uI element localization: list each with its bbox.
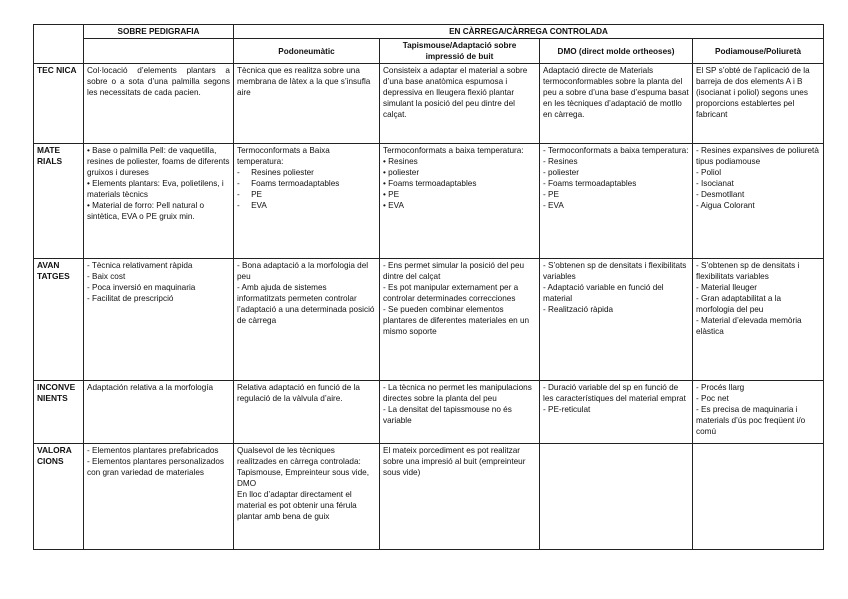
list-item: - Tècnica relativament ràpida: [87, 261, 193, 270]
header-en-carrega: EN CÀRREGA/CÀRREGA CONTROLADA: [234, 25, 824, 39]
cell-valoracions-sobre: [84, 444, 234, 550]
list-item: - Foams termoadaptables: [543, 179, 637, 188]
header-sobre-blank: [84, 39, 234, 64]
row-label-avantatges: AVAN TATGES: [34, 259, 84, 381]
cell-inconvenients-tapismouse: [380, 381, 540, 444]
cell-avantatges-podiamouse: [693, 259, 824, 381]
list-item: - Es precisa de maquinaria i materials d’ús poc freqüent i/o comú: [696, 405, 808, 436]
cell-valoracions-podoneumatic: [234, 444, 380, 550]
list-item: • PE: [383, 190, 400, 199]
list-item: • poliester: [383, 168, 420, 177]
cell-avantatges-tapismouse: [380, 259, 540, 381]
list-item: - S’obtenen sp de densitats i flexibilitats variables: [543, 261, 689, 281]
row-inconvenients: [34, 381, 824, 444]
list-item: • Material de forro: Pell natural o sintètica, EVA o PE gruix min.: [87, 201, 207, 221]
list-item: • Resines: [383, 157, 418, 166]
list-item: - Amb ajuda de sistemes informatitzats permeten controlar l’adaptació a una determinada posició de càrrega: [237, 283, 377, 325]
row-label-inconvenients: INCONVE NIENTS: [34, 381, 84, 444]
cell-avantatges-podoneumatic: [234, 259, 380, 381]
row-materials: [34, 144, 824, 259]
list-item: - La densitat del tapissmouse no és variable: [383, 405, 515, 425]
list-item: Termoconformats a baixa temperatura:: [383, 146, 524, 155]
list-item: - Gran adaptabilitat a la morfologia del peu: [696, 294, 784, 314]
list-item: - Desmotllant: [696, 190, 745, 199]
cell-inconvenients-podoneumatic: [234, 381, 380, 444]
list-item: - Ens permet simular la posició del peu dintre del calçat: [383, 261, 527, 281]
header-row-1: [34, 25, 824, 39]
list-item: - Bona adaptació a la morfologia del peu: [237, 261, 371, 281]
list-item: - EVA: [237, 201, 267, 210]
list-item: - poliester: [543, 168, 579, 177]
cell-materials-tapismouse: [380, 144, 540, 259]
list-item: - Facilitat de prescripció: [87, 294, 174, 303]
list-item: - Es pot manipular externament per a controlar determinades correcciones: [383, 283, 521, 303]
list-item: - Duració variable del sp en funció de les característiques del material emprat: [543, 383, 686, 403]
list-item: Termoconformats a Baixa temperatura:: [237, 146, 333, 166]
list-item: - Poliol: [696, 168, 722, 177]
row-avantatges: [34, 259, 824, 381]
list-item: - S’obtenen sp de densitats i flexibilitats variables: [696, 261, 802, 281]
list-item: En lloc d’adaptar directament el material es pot obtenir una férula plantar amb bena de guix: [237, 490, 359, 521]
cell-tecnica-dmo: Adaptació directe de Materials termoconformables sobre la planta del peu a sobre d’una base d’espuma basat en les tècniques d’adaptació de motllo en càrrega.: [540, 64, 693, 144]
list-item: - Adaptació variable en funció del material: [543, 283, 666, 303]
row-label-tecnica: TEC NICA: [34, 64, 84, 144]
comparison-table: [33, 24, 824, 550]
header-podiamouse: Podiamouse/Poliuretà: [693, 39, 824, 64]
list-item: - Foams termoadaptables: [237, 179, 340, 188]
list-item: • Elements plantars: Eva, polietilens, i materials tècnics: [87, 179, 226, 199]
list-item: - Aigua Colorant: [696, 201, 755, 210]
list-item: - Resines: [543, 157, 578, 166]
list-item: - La tècnica no permet les manipulacions directes sobre la planta del peu: [383, 383, 535, 403]
list-item: - Se pueden combinar elementos plantares de diferentes materiales en un mismo soporte: [383, 305, 532, 336]
list-item: - Poca inversió en maquinaria: [87, 283, 196, 292]
header-row-2: [34, 39, 824, 64]
list-item: - EVA: [543, 201, 564, 210]
list-item: - Poc net: [696, 394, 729, 403]
cell-materials-dmo: [540, 144, 693, 259]
list-item: Relativa adaptació en funció de la regulació de la vàlvula d’aire.: [237, 383, 363, 403]
list-item: - PE-reticulat: [543, 405, 591, 414]
cell-tecnica-podoneumatic: Tècnica que es realitza sobre una membrana de làtex a la que s’insufla aire: [234, 64, 380, 144]
cell-tecnica-sobre: Col·locació d’elements plantars a sobre o a sota d’una palmilla segons les necessitats de cada pacien.: [84, 64, 234, 144]
cell-inconvenients-podiamouse: [693, 381, 824, 444]
list-item: - Baix cost: [87, 272, 126, 281]
list-item: - PE: [237, 190, 263, 199]
header-podoneumatic: Podoneumàtic: [234, 39, 380, 64]
list-item: Qualsevol de les tècniques realitzades en càrrega controlada: Tapismouse, Empreinteur sous vide, DMO: [237, 446, 372, 488]
cell-avantatges-dmo: [540, 259, 693, 381]
cell-materials-sobre: [84, 144, 234, 259]
list-item: - Resines expansives de poliuretà tipus podiamouse: [696, 146, 822, 166]
cell-materials-podiamouse: [693, 144, 824, 259]
cell-tecnica-tapismouse: Consisteix a adaptar el material a sobre d’una base anatòmica espumosa i depressiva en lleugera flexió plantar simulant la posició del peu dintre del calçat.: [380, 64, 540, 144]
header-sobre-pedigrafia: SOBRE PEDIGRAFIA: [84, 25, 234, 39]
list-item: - PE: [543, 190, 559, 199]
header-dmo: DMO (direct molde ortheoses): [540, 39, 693, 64]
list-item: • EVA: [383, 201, 404, 210]
list-item: - Realització ràpida: [543, 305, 614, 314]
cell-valoracions-podiamouse: [693, 444, 824, 550]
corner-cell: [34, 25, 84, 64]
cell-tecnica-podiamouse: El SP s’obté de l’aplicació de la barreja de dos elements A i B (isocianat i poliol) segons unes proporcions establertes pel fabricant: [693, 64, 824, 144]
list-item: - Elementos plantares prefabricados: [87, 446, 219, 455]
list-item: • Foams termoadaptables: [383, 179, 477, 188]
list-item: Adaptación relativa a la morfología: [87, 383, 214, 392]
cell-valoracions-dmo: [540, 444, 693, 550]
cell-inconvenients-sobre: [84, 381, 234, 444]
row-tecnica: [34, 64, 824, 144]
cell-valoracions-tapismouse: [380, 444, 540, 550]
list-item: - Isocianat: [696, 179, 734, 188]
list-item: • Base o palmilla Pell: de vaquetilla, resines de poliester, foams de diferents gruixos i dureses: [87, 146, 232, 177]
cell-inconvenients-dmo: [540, 381, 693, 444]
cell-avantatges-sobre: [84, 259, 234, 381]
list-item: - Procés llarg: [696, 383, 745, 392]
list-item: - Elementos plantares personalizados con gran variedad de materiales: [87, 457, 227, 477]
list-item: - Material lleuger: [696, 283, 757, 292]
header-tapismouse: Tapismouse/Adaptació sobre impressió de buit: [380, 39, 540, 64]
row-label-materials: MATE RIALS: [34, 144, 84, 259]
cell-materials-podoneumatic: [234, 144, 380, 259]
list-item: El mateix porcediment es pot realitzar sobre una impresió al buit (empreinteur sous vide): [383, 446, 528, 477]
row-valoracions: [34, 444, 824, 550]
list-item: - Termoconformats a baixa temperatura:: [543, 146, 689, 155]
row-label-valoracions: VALORA CIONS: [34, 444, 84, 550]
list-item: - Material d’elevada memòria elàstica: [696, 316, 804, 336]
list-item: - Resines poliester: [237, 168, 314, 177]
